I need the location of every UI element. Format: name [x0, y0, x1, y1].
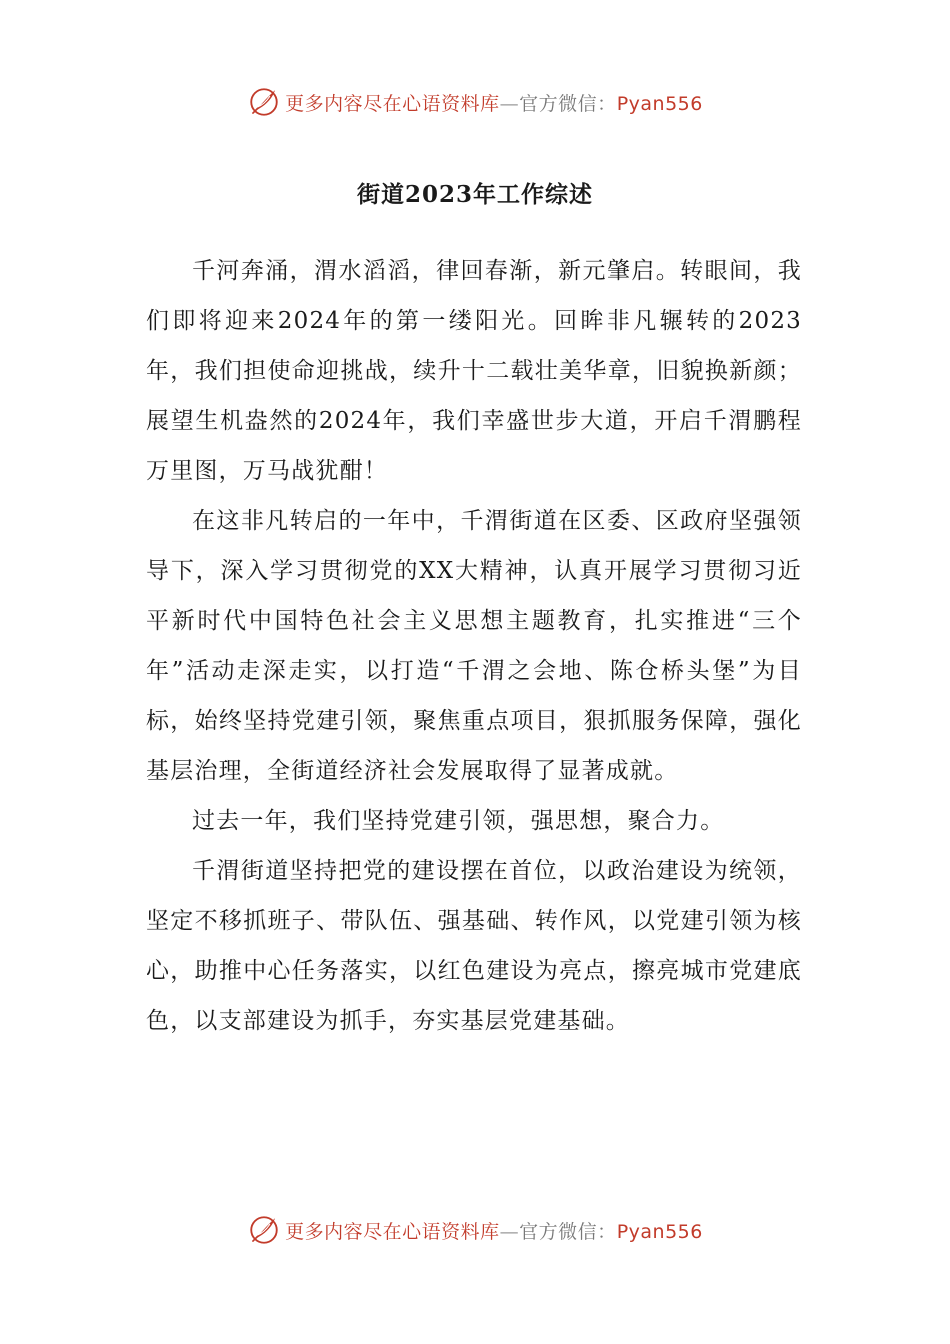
paragraph-3: 过去一年，我们坚持党建引领，强思想，聚合力。: [192, 808, 725, 834]
paragraph-1: 千河奔涌，渭水滔滔，律回春渐，新元肇启。转眼间，我们即将迎来2024年的第一缕阳光。回眸非凡辗转的2023年，我们担使命迎挑战，续升十二载壮美华章，旧貌换新颜；展望生机盎然的2024年，我们幸盛世步大道，开启千渭鹏程万里图，万马战犹酣！: [146, 258, 802, 484]
banner-wechat-id: Pyan556: [616, 1220, 703, 1243]
banner-brand: 更多内容尽在心语资料库: [285, 92, 500, 115]
banner-separator: —: [499, 1220, 520, 1243]
header-banner: [0, 82, 950, 122]
banner-official-label: 官方微信：: [519, 92, 617, 115]
quill-pen-icon: [247, 85, 281, 119]
quill-pen-icon: [247, 1213, 281, 1247]
paragraph-4: 千渭街道坚持把党的建设摆在首位，以政治建设为统领，坚定不移抓班子、带队伍、强基础、转作风，以党建引领为核心，助推中心任务落实，以红色建设为亮点，擦亮城市党建底色，以支部建设为抓手，夯实基层党建基础。: [146, 858, 802, 1034]
paragraph-2: 在这非凡转启的一年中，千渭街道在区委、区政府坚强领导下，深入学习贯彻党的XX大精神，认真开展学习贯彻习近平新时代中国特色社会主义思想主题教育，扎实推进“三个年”活动走深走实，以打造“千渭之会地、陈仓桥头堡”为目标，始终坚持党建引领，聚焦重点项目，狠抓服务保障，强化基层治理，全街道经济社会发展取得了显著成就。: [146, 508, 802, 784]
banner-wechat-id: Pyan556: [616, 92, 703, 115]
banner-text: [285, 1217, 703, 1244]
footer-banner: [0, 1210, 950, 1250]
banner-text: [285, 89, 703, 116]
banner-separator: —: [499, 92, 520, 115]
banner-official-label: 官方微信：: [519, 1220, 617, 1243]
banner-brand: 更多内容尽在心语资料库: [285, 1220, 500, 1243]
document-title: 街道2023年工作综述: [356, 181, 593, 208]
document-body: [146, 246, 802, 1046]
